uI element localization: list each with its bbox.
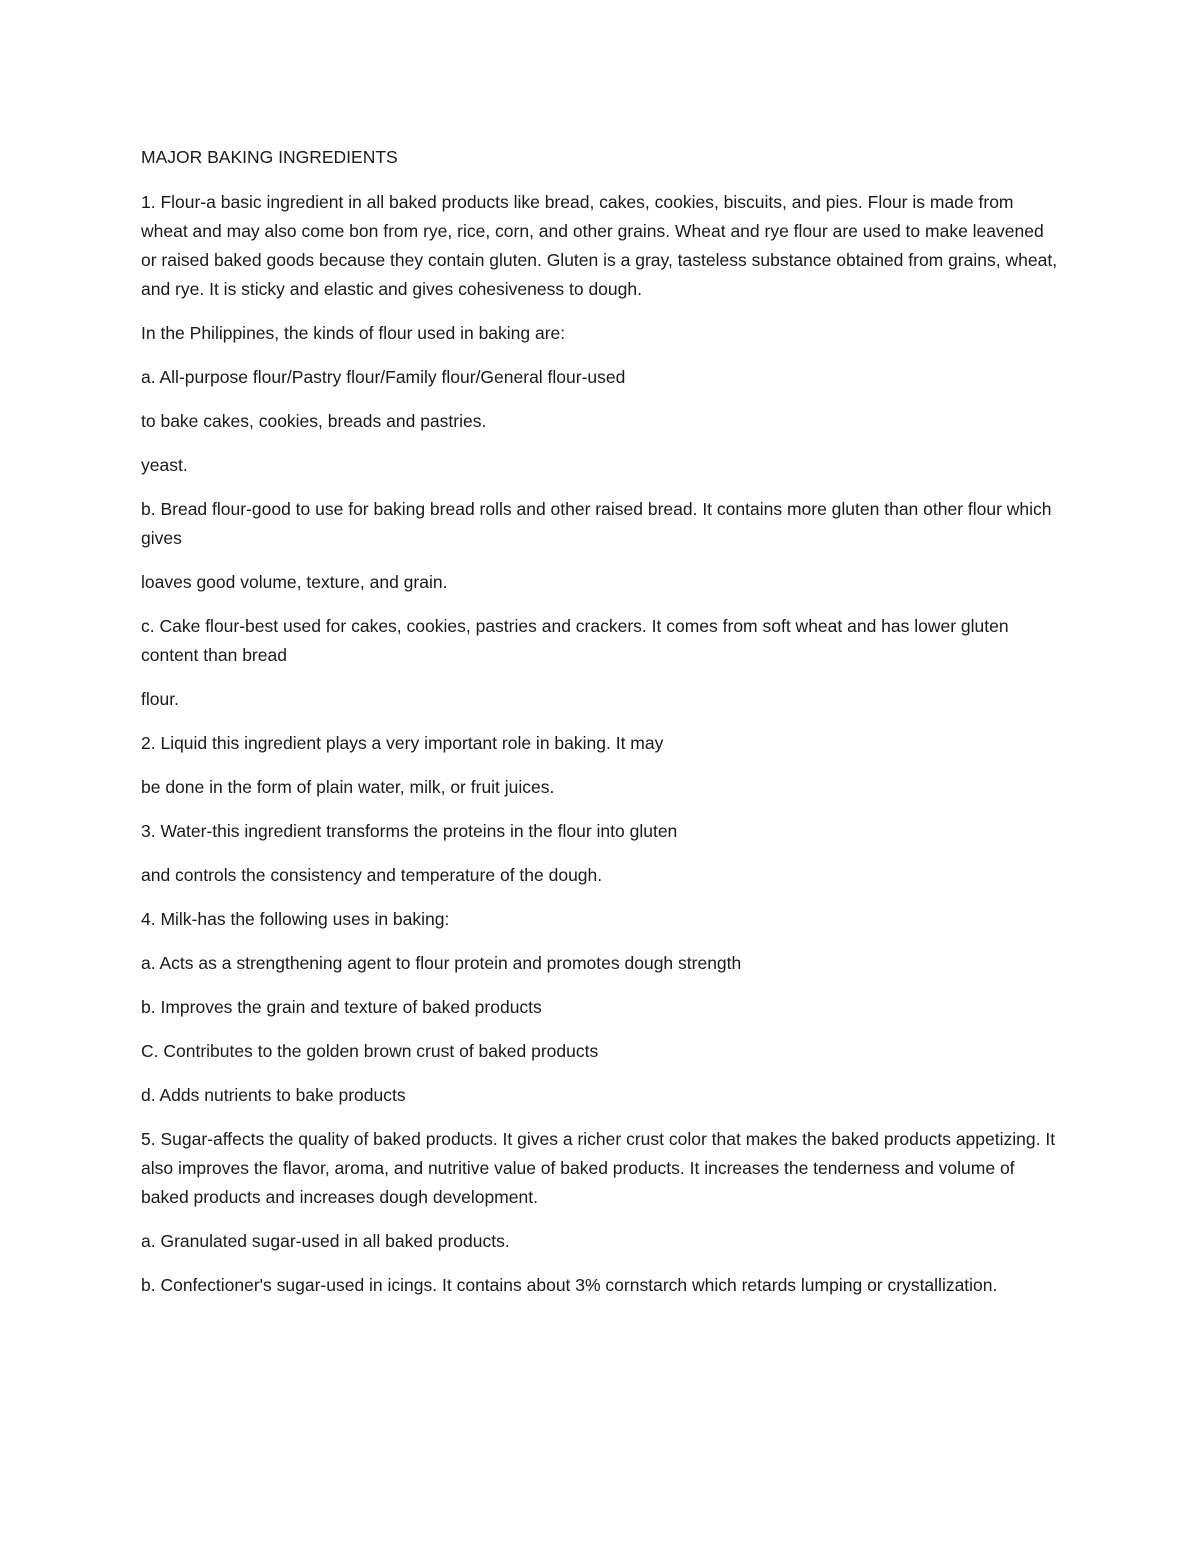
paragraph-milk-a: a. Acts as a strengthening agent to flour protein and promotes dough strength (141, 953, 742, 973)
paragraph-water: 3. Water-this ingredient transforms the proteins in the flour into gluten (141, 821, 678, 841)
paragraph-confectioners-sugar: b. Confectioner's sugar-used in icings. It contains about 3% cornstarch which retards lumping or crystallization. (141, 1275, 998, 1295)
paragraph-cake-flour: c. Cake flour-best used for cakes, cookies, pastries and crackers. It comes from soft wheat and has lower gluten content than bread (141, 616, 1009, 665)
paragraph-sugar: 5. Sugar-affects the quality of baked products. It gives a richer crust color that makes the baked products appetizing. It also improves the flavor, aroma, and nutritive value of baked products. It increases the tenderness and volume of baked products and increases dough development. (141, 1129, 1056, 1207)
paragraph-flour-kinds-intro: In the Philippines, the kinds of flour used in baking are: (141, 323, 566, 343)
paragraph-cake-flour-cont: flour. (141, 689, 179, 709)
paragraph-liquid-cont: be done in the form of plain water, milk, or fruit juices. (141, 777, 555, 797)
paragraph-milk-b: b. Improves the grain and texture of baked products (141, 997, 542, 1017)
paragraph-water-cont: and controls the consistency and temperature of the dough. (141, 865, 603, 885)
paragraph-yeast: yeast. (141, 455, 188, 475)
paragraph-granulated-sugar: a. Granulated sugar-used in all baked products. (141, 1231, 510, 1251)
paragraph-bread-flour: b. Bread flour-good to use for baking bread rolls and other raised bread. It contains more gluten than other flour which gives (141, 499, 1052, 548)
paragraph-all-purpose-flour: a. All-purpose flour/Pastry flour/Family flour/General flour-used (141, 367, 626, 387)
paragraph-milk-d: d. Adds nutrients to bake products (141, 1085, 406, 1105)
paragraph-liquid: 2. Liquid this ingredient plays a very important role in baking. It may (141, 733, 664, 753)
paragraph-milk-c: C. Contributes to the golden brown crust of baked products (141, 1041, 599, 1061)
document-body (141, 143, 1061, 1315)
document-title: MAJOR BAKING INGREDIENTS (141, 147, 398, 167)
paragraph-milk: 4. Milk-has the following uses in baking: (141, 909, 450, 929)
paragraph-bread-flour-cont: loaves good volume, texture, and grain. (141, 572, 448, 592)
paragraph-flour: 1. Flour-a basic ingredient in all baked products like bread, cakes, cookies, biscuits, and pies. Flour is made from wheat and may also come bon from rye, rice, corn, and other grains. Wheat and rye flour are used to make leavened or raised baked goods because they contain gluten. Gluten is a gray, tasteless substance obtained from grains, wheat, and rye. It is sticky and elastic and gives cohesiveness to dough. (141, 192, 1058, 299)
paragraph-all-purpose-flour-uses: to bake cakes, cookies, breads and pastries. (141, 411, 487, 431)
